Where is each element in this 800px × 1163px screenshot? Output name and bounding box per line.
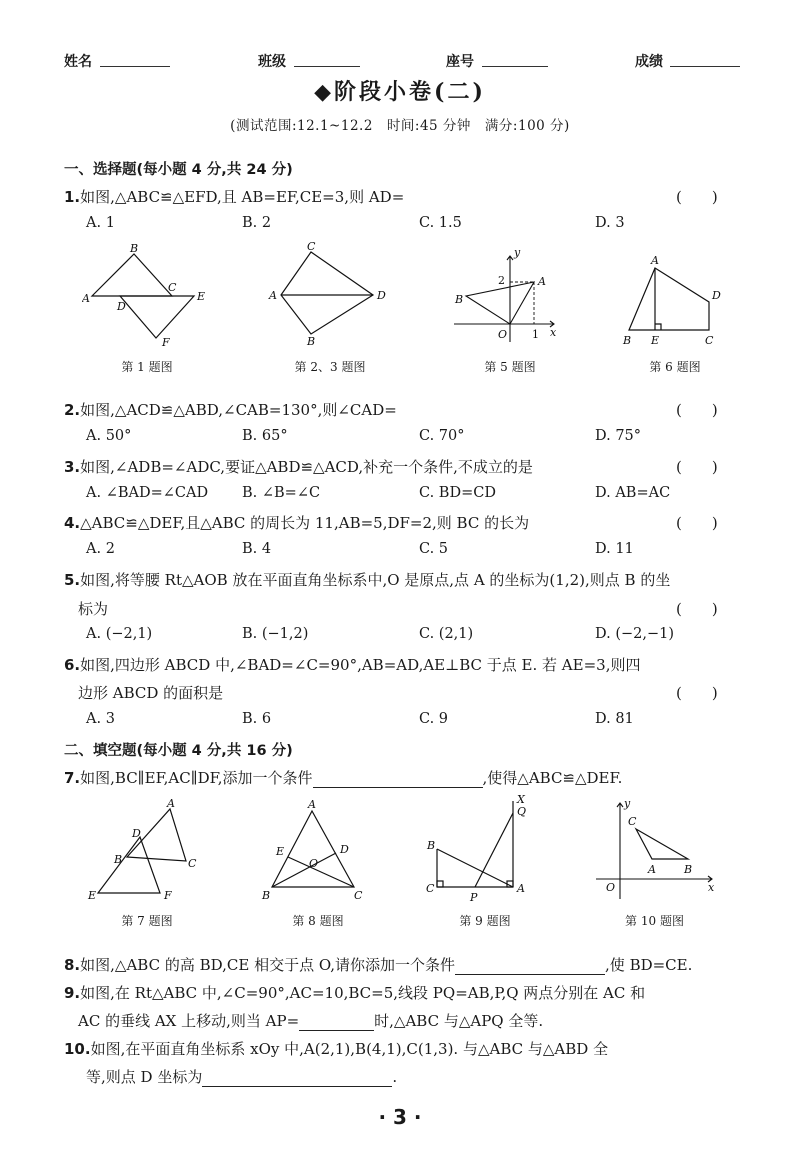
question-4: 4.△ABC≌△DEF,且△ABC 的周长为 11,AB=5,DF=2,则 BC 的长为 [64,514,530,532]
fig1-label-d: D [117,300,126,313]
figure-7 [82,795,212,905]
option-3c[interactable]: C. BD=CD [419,485,496,501]
question-5: 5.如图,将等腰 Rt△AOB 放在平面直角坐标系中,O 是原点,点 A 的坐标为(1,2),则点 B 的坐 [64,571,671,589]
figure-8 [258,795,378,905]
fig1-label-a: A [82,292,90,305]
question-6-line2: 边形 ABCD 的面积是 [78,684,224,702]
page-subtitle: (测试范围:12.1~12.2 时间:45 分钟 满分:100 分) [230,118,570,134]
fig1-label-e: E [197,290,206,303]
fig10-label-o: O [606,881,616,894]
answer-blank-10[interactable] [202,1070,392,1087]
page-number: · 3 · [378,1105,422,1129]
fig10-label-b: B [684,863,693,876]
score-blank[interactable] [670,66,740,67]
question-2: 2.如图,△ACD≌△ABD,∠CAB=130°,则∠CAD= [64,401,397,419]
caption-fig23: 第 2、3 题图 [294,360,366,374]
fig7-label-f: F [164,889,172,902]
fig8-label-a: A [308,798,316,811]
fig10-label-y: y [624,797,631,810]
score-label: 成绩 [635,54,663,70]
name-blank[interactable] [100,66,170,67]
option-2a[interactable]: A. 50° [86,428,132,444]
fig9-label-b: B [427,839,436,852]
fig5-label-2: 2 [498,274,505,287]
answer-paren-6[interactable]: ( ) [676,684,718,702]
answer-blank-7[interactable] [313,771,483,788]
fig10-label-c: C [628,815,637,828]
fig23-label-b: B [307,335,316,348]
fig6-label-c: C [705,334,714,347]
fig5-label-1: 1 [532,328,539,341]
fig7-label-e: E [88,889,97,902]
question-10-line2: 等,则点 D 坐标为 . [86,1068,398,1086]
answer-paren-3[interactable]: ( ) [676,458,718,476]
fig5-label-b: B [455,293,464,306]
option-1c[interactable]: C. 1.5 [419,215,462,231]
answer-blank-9[interactable] [299,1014,374,1031]
question-6: 6.如图,四边形 ABCD 中,∠BAD=∠C=90°,AB=AD,AE⊥BC 于点 E. 若 AE=3,则四 [64,656,641,674]
fig6-label-d: D [712,289,721,302]
fig8-label-d: D [340,843,349,856]
page-title: ◆阶段小卷(二) [314,79,486,105]
fig1-label-f: F [162,336,170,349]
option-5d[interactable]: D. (−2,−1) [595,626,674,642]
caption-fig9: 第 9 题图 [459,914,511,928]
fig7-label-d: D [132,827,141,840]
figure-6 [615,240,735,350]
question-10: 10.如图,在平面直角坐标系 xOy 中,A(2,1),B(4,1),C(1,3). 与△ABC 与△ABD 全 [64,1040,609,1058]
caption-fig10: 第 10 题图 [625,914,684,928]
option-3a[interactable]: A. ∠BAD=∠CAD [86,485,209,501]
option-4d[interactable]: D. 11 [595,541,634,557]
question-1: 1.如图,△ABC≌△EFD,且 AB=EF,CE=3,则 AD= [64,188,405,206]
option-4b[interactable]: B. 4 [242,541,272,557]
option-3b[interactable]: B. ∠B=∠C [242,485,321,501]
fig6-label-e: E [651,334,660,347]
option-6d[interactable]: D. 81 [595,711,634,727]
answer-paren-5[interactable]: ( ) [676,600,718,618]
caption-fig8: 第 8 题图 [292,914,344,928]
fig5-label-y: y [514,246,521,259]
figure-5 [450,240,570,350]
option-6c[interactable]: C. 9 [419,711,449,727]
option-5a[interactable]: A. (−2,1) [86,626,153,642]
option-5c[interactable]: C. (2,1) [419,626,474,642]
fig9-label-p: P [470,891,478,904]
fig23-label-a: A [269,289,277,302]
figure-9 [425,795,545,905]
option-6b[interactable]: B. 6 [242,711,272,727]
option-2b[interactable]: B. 65° [242,428,288,444]
fig8-label-e: E [276,845,285,858]
caption-fig5: 第 5 题图 [484,360,536,374]
option-3d[interactable]: D. AB=AC [595,485,671,501]
fig9-label-x: X [517,795,525,806]
seat-label: 座号 [446,54,474,70]
fig6-label-a: A [651,254,659,267]
figure-1 [82,240,212,350]
fig23-label-d: D [377,289,386,302]
fig23-label-c: C [307,240,316,253]
fig10-label-a: A [648,863,656,876]
option-4c[interactable]: C. 5 [419,541,449,557]
fig7-label-c: C [188,857,197,870]
caption-fig7: 第 7 题图 [121,914,173,928]
option-1b[interactable]: B. 2 [242,215,272,231]
section2-heading: 二、填空题(每小题 4 分,共 16 分) [64,743,293,759]
question-8: 8.如图,△ABC 的高 BD,CE 相交于点 O,请你添加一个条件 ,使 BD=CE. [64,956,693,974]
fig6-label-b: B [623,334,632,347]
answer-paren-4[interactable]: ( ) [676,514,718,532]
fig5-label-a: A [538,275,546,288]
fig5-label-x: x [550,326,557,339]
fig7-label-a: A [167,797,175,810]
figure-10 [592,795,717,905]
class-blank[interactable] [294,66,360,67]
fig9-label-a: A [517,882,525,895]
figure-2-3 [265,240,395,350]
fig7-label-b: B [114,853,123,866]
fig9-label-c: C [426,882,435,895]
fig8-label-c: C [354,889,363,902]
option-4a[interactable]: A. 2 [86,541,115,557]
caption-fig6: 第 6 题图 [649,360,701,374]
fig1-label-c: C [168,281,177,294]
fig10-label-x: x [708,881,715,894]
seat-blank[interactable] [482,66,548,67]
option-1d[interactable]: D. 3 [595,215,625,231]
option-2d[interactable]: D. 75° [595,428,642,444]
question-5-line2: 标为 [78,600,109,618]
question-9-line2: AC 的垂线 AX 上移动,则当 AP= 时,△ABC 与△APQ 全等. [78,1012,544,1030]
name-label: 姓名 [64,54,92,70]
question-7: 7.如图,BC∥EF,AC∥DF,添加一个条件 ,使得△ABC≌△DEF. [64,769,623,787]
fig5-label-o: O [498,328,508,341]
option-6a[interactable]: A. 3 [86,711,115,727]
answer-paren-2[interactable]: ( ) [676,401,718,419]
section1-heading: 一、选择题(每小题 4 分,共 24 分) [64,162,293,178]
caption-fig1: 第 1 题图 [121,360,173,374]
question-9: 9.如图,在 Rt△ABC 中,∠C=90°,AC=10,BC=5,线段 PQ=AB,P,Q 两点分别在 AC 和 [64,984,646,1002]
option-5b[interactable]: B. (−1,2) [242,626,309,642]
fig8-label-b: B [262,889,271,902]
option-2c[interactable]: C. 70° [419,428,465,444]
option-1a[interactable]: A. 1 [86,215,115,231]
class-label: 班级 [258,54,286,70]
fig1-label-b: B [130,242,139,255]
fig9-label-q: Q [517,805,527,818]
answer-paren-1[interactable]: ( ) [676,188,718,206]
question-3: 3.如图,∠ADB=∠ADC,要证△ABD≌△ACD,补充一个条件,不成立的是 [64,458,533,476]
answer-blank-8[interactable] [455,958,605,975]
fig8-label-o: O [309,857,319,870]
